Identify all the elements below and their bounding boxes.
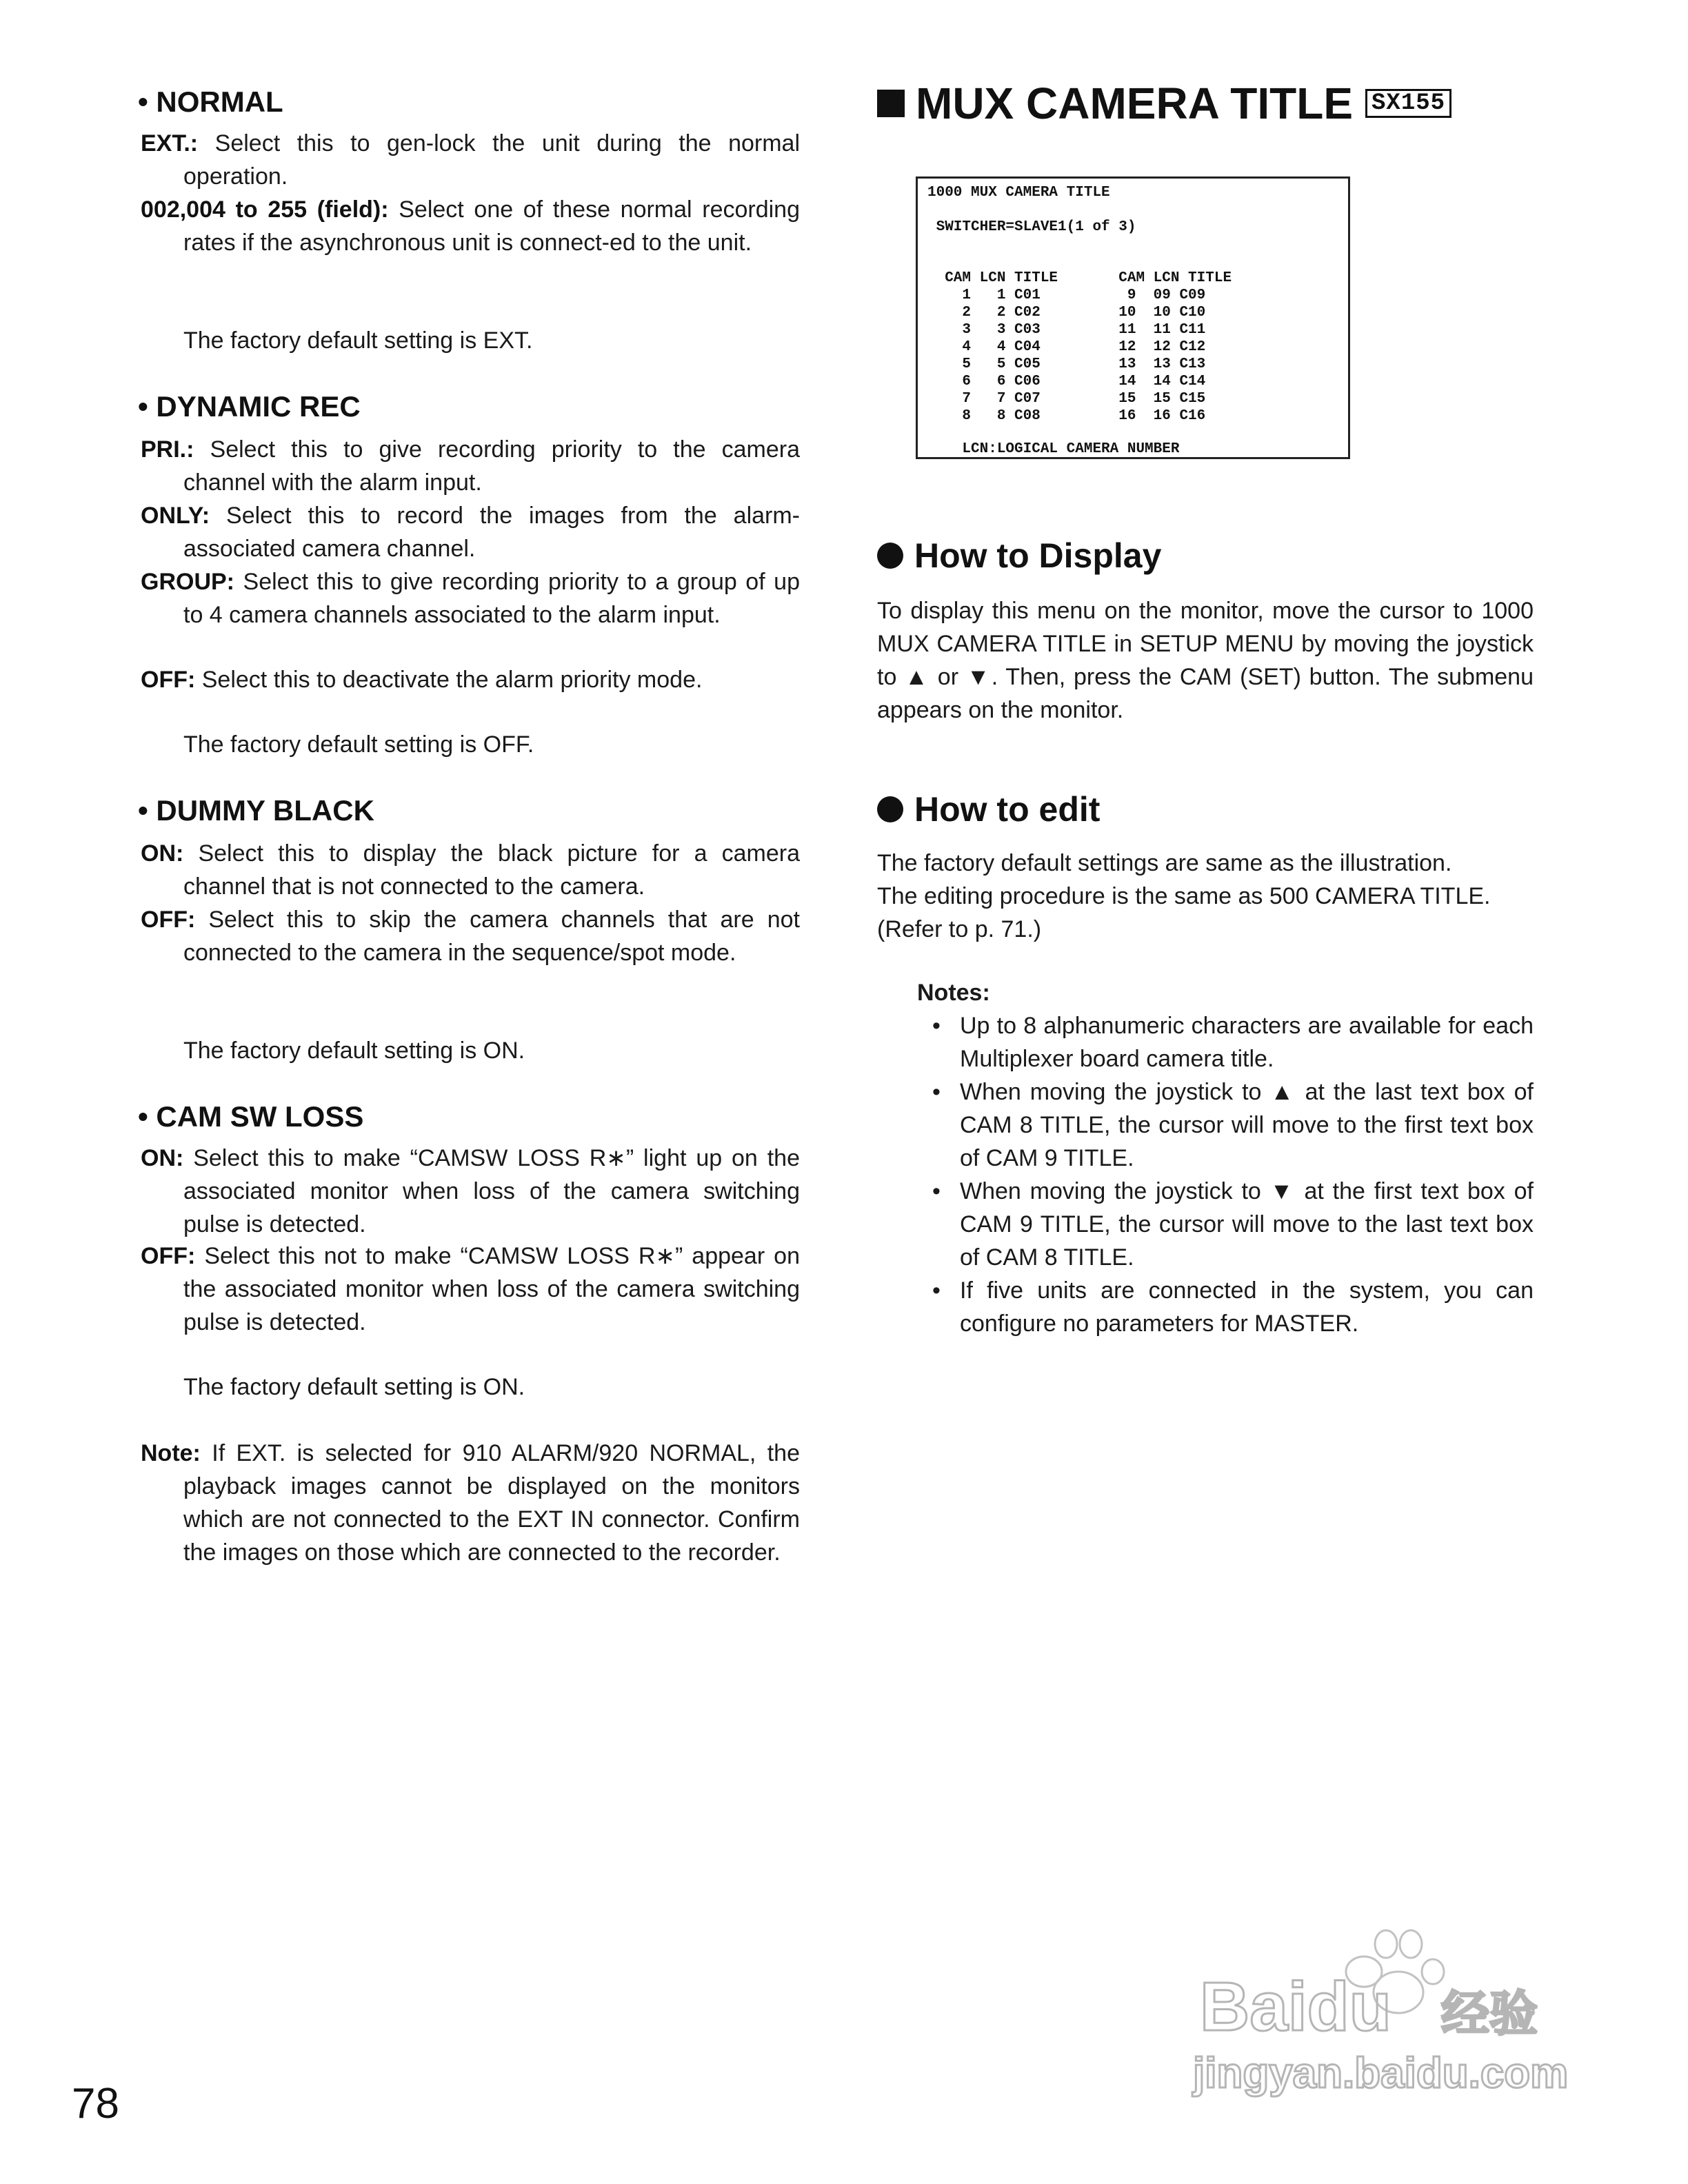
- cam-sw-loss-heading: • CAM SW LOSS: [138, 1100, 364, 1133]
- field-term: 002,004 to 255 (field):: [141, 196, 389, 223]
- camsw-default: The factory default setting is ON.: [183, 1374, 525, 1400]
- dynamic-only-item: [141, 499, 800, 565]
- circle-bullet-icon: [877, 796, 903, 822]
- how-to-display-heading: [877, 535, 1161, 576]
- dynamic-rec-heading: • DYNAMIC REC: [138, 390, 361, 423]
- camsw-off-item: [141, 1240, 800, 1339]
- note-bullet: •: [932, 1079, 941, 1105]
- note-bullet: •: [932, 1277, 941, 1304]
- dynamic-pri-item: [141, 433, 800, 499]
- note-item: [932, 1175, 1534, 1274]
- edit-line-1: The factory default settings are same as the illustration.: [877, 850, 1452, 876]
- wm-brand: Baidu: [1200, 1968, 1391, 2045]
- square-bullet-icon: [877, 90, 905, 117]
- note-item: [932, 1075, 1534, 1175]
- note-text: If EXT. is selected for 910 ALARM/920 NORMAL, the playback images cannot be displayed on the monitors which are not connected to the EXT IN connector. Confirm the images on those which are connected to the recorder.: [183, 1440, 800, 1566]
- field-text: Select one of these normal recording rates if the asynchronous unit is connect-ed to the unit.: [183, 196, 800, 256]
- paw-logo-icon: [1172, 1910, 1586, 2103]
- camsw-off-term: OFF:: [141, 1243, 196, 1269]
- note-bullet: •: [932, 1178, 941, 1204]
- menu-row: 4 4 C04 12 12 C12: [927, 339, 1206, 355]
- dynamic-group-item: [141, 565, 800, 631]
- menu-row: 7 7 C07 15 15 C15: [927, 391, 1206, 407]
- note-item-text: When moving the joystick to ▼ at the first text box of CAM 9 TITLE, the cursor will move to the last text box of CAM 8 TITLE.: [960, 1178, 1534, 1271]
- camsw-on-item: [141, 1142, 800, 1241]
- note-term: Note:: [141, 1440, 201, 1466]
- note-item: [932, 1274, 1534, 1340]
- menu-row: 8 8 C08 16 16 C16: [927, 408, 1206, 424]
- dummy-off-text: Select this to skip the camera channels that are not connected to the camera in the sequence/spot mode.: [183, 907, 800, 966]
- menu-row: 6 6 C06 14 14 C14: [927, 374, 1206, 390]
- normal-default: The factory default setting is EXT.: [183, 327, 533, 354]
- normal-heading: • NORMAL: [138, 85, 283, 118]
- menu-row: 3 3 C03 11 11 C11: [927, 322, 1206, 338]
- camsw-on-text: Select this to make “CAMSW LOSS R∗” light up on the associated monitor when loss of the camera switching pulse is detected.: [183, 1145, 800, 1237]
- note-item-text: Up to 8 alphanumeric characters are available for each Multiplexer board camera title.: [960, 1013, 1534, 1072]
- menu-switcher: SWITCHER=SLAVE1(1 of 3): [927, 219, 1136, 235]
- dummy-on-term: ON:: [141, 840, 184, 867]
- pri-text: Select this to give recording priority to the camera channel with the alarm input.: [183, 436, 800, 496]
- dynamic-off-item: [141, 663, 800, 696]
- how-to-edit-heading: [877, 789, 1100, 830]
- dyn-off-term: OFF:: [141, 667, 196, 693]
- menu-title: 1000 MUX CAMERA TITLE: [927, 185, 1110, 201]
- menu-footer: LCN:LOGICAL CAMERA NUMBER: [927, 441, 1180, 457]
- page-number: 78: [72, 2080, 119, 2127]
- wm-url: jingyan.baidu.com: [1193, 2050, 1569, 2097]
- dummy-on-item: [141, 837, 800, 903]
- notes-title: Notes:: [917, 980, 990, 1006]
- camsw-off-text: Select this not to make “CAMSW LOSS R∗” appear on the associated monitor when loss of the camera switching pulse is detected.: [183, 1243, 800, 1335]
- menu-screen: [916, 176, 1350, 459]
- ext-term: EXT.:: [141, 130, 199, 156]
- how-to-edit-text: How to edit: [914, 790, 1101, 829]
- menu-row: 1 1 C01 9 09 C09: [927, 287, 1206, 303]
- dummy-default: The factory default setting is ON.: [183, 1038, 525, 1064]
- dummy-off-term: OFF:: [141, 907, 196, 933]
- wm-cn: 经验: [1441, 1985, 1538, 2042]
- dyn-off-text: Select this to deactivate the alarm priority mode.: [195, 667, 703, 693]
- menu-header: CAM LCN TITLE CAM LCN TITLE: [927, 270, 1232, 286]
- camsw-on-term: ON:: [141, 1145, 184, 1171]
- menu-row: 2 2 C02 10 10 C10: [927, 305, 1206, 321]
- ext-text: Select this to gen-lock the unit during the normal operation.: [183, 130, 800, 190]
- baidu-watermark: [1172, 1910, 1586, 2103]
- dummy-black-heading: • DUMMY BLACK: [138, 794, 374, 827]
- note-item: [932, 1009, 1534, 1075]
- how-to-display-body: To display this menu on the monitor, move the cursor to 1000 MUX CAMERA TITLE in SETUP MENU by moving the joystick to ▲ or ▼. Then, press the CAM (SET) button. The submenu appears on the monitor.: [877, 598, 1534, 723]
- dummy-off-item: [141, 903, 800, 969]
- note-item-text: If five units are connected in the system, you can configure no parameters for MASTER.: [960, 1277, 1534, 1337]
- normal-ext-item: [141, 127, 800, 193]
- group-text: Select this to give recording priority to a group of up to 4 camera channels associated to the alarm input.: [183, 569, 800, 628]
- normal-field-item: [141, 193, 800, 259]
- pri-term: PRI.:: [141, 436, 194, 463]
- dynamic-default: The factory default setting is OFF.: [183, 731, 534, 758]
- model-tag: SX155: [1365, 89, 1451, 118]
- only-text: Select this to record the images from the alarm-associated camera channel.: [183, 503, 800, 562]
- section-title-text: MUX CAMERA TITLE: [916, 79, 1354, 128]
- dummy-on-text: Select this to display the black picture for a camera channel that is not connected to the camera.: [183, 840, 800, 900]
- how-to-display-text: How to Display: [914, 536, 1162, 575]
- only-term: ONLY:: [141, 503, 210, 529]
- note-item-text: When moving the joystick to ▲ at the last text box of CAM 8 TITLE, the cursor will move to the first text box of CAM 9 TITLE.: [960, 1079, 1534, 1171]
- group-term: GROUP:: [141, 569, 234, 595]
- edit-line-3: (Refer to p. 71.): [877, 916, 1042, 942]
- section-title: [877, 76, 1451, 131]
- note-bullet: •: [932, 1013, 941, 1039]
- circle-bullet-icon: [877, 543, 903, 569]
- edit-line-2: The editing procedure is the same as 500 CAMERA TITLE.: [877, 883, 1491, 909]
- ext-alarm-note: [141, 1437, 800, 1569]
- menu-row: 5 5 C05 13 13 C13: [927, 356, 1206, 372]
